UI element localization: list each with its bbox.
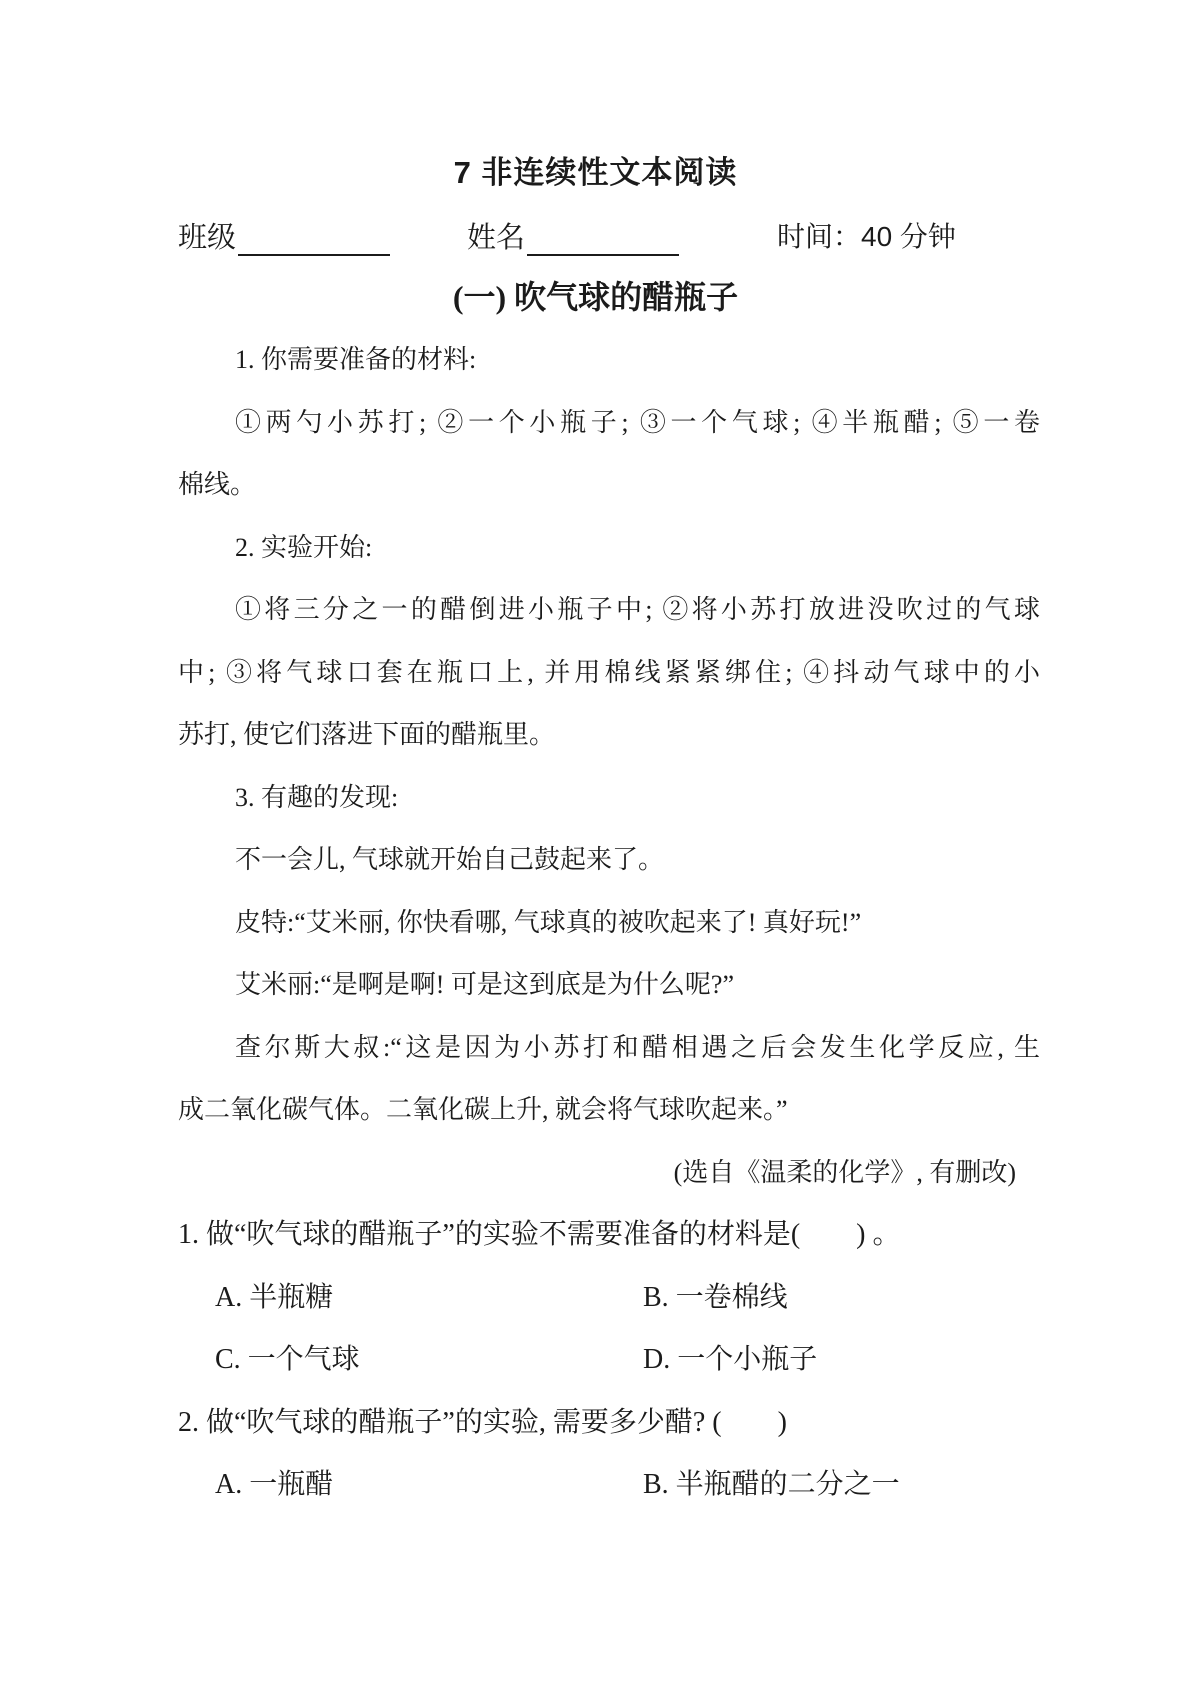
name-blank-line <box>527 216 679 256</box>
passage-line: ①两勺小苏打; ②一个小瓶子; ③一个气球; ④半瓶醋; ⑤一卷 <box>235 407 1040 437</box>
passage-line: 不一会儿, 气球就开始自己鼓起来了。 <box>235 845 665 874</box>
passage-line: 棉线。 <box>178 470 257 499</box>
passage-source: (选自《温柔的化学》, 有删改) <box>673 1157 1016 1187</box>
class-blank-line <box>238 216 390 256</box>
passage-line: 2. 实验开始: <box>235 532 373 562</box>
option-2-b: B. 半瓶醋的二分之一 <box>643 1469 900 1500</box>
name-label: 姓名 <box>467 222 526 254</box>
passage-line: ①将三分之一的醋倒进小瓶子中; ②将小苏打放进没吹过的气球 <box>235 595 1040 624</box>
time-label: 时间：40 分钟 <box>777 221 956 252</box>
time-field <box>777 214 956 256</box>
name-field <box>467 214 679 256</box>
option-1-c: C. 一个气球 <box>215 1344 360 1375</box>
passage-line: 中; ③将气球口套在瓶口上, 并用棉线紧紧绑住; ④抖动气球中的小 <box>178 657 1040 687</box>
question-1-options-row-2 <box>178 1329 1040 1392</box>
question-2-stem: 2. 做“吹气球的醋瓶子”的实验, 需要多少醋? ( ) <box>178 1406 787 1438</box>
passage-line: 苏打, 使它们落进下面的醋瓶里。 <box>178 720 556 749</box>
question-1-options-row-1 <box>178 1267 1040 1330</box>
option-1-a: A. 半瓶糖 <box>215 1281 334 1313</box>
passage-line: 查尔斯大叔:“这是因为小苏打和醋相遇之后会发生化学反应, 生 <box>235 1032 1040 1062</box>
passage-and-questions <box>178 329 1040 1517</box>
page-title: 7 非连续性文本阅读 <box>453 155 738 190</box>
passage-line: 3. 有趣的发现: <box>235 782 399 812</box>
class-label: 班级 <box>178 222 237 254</box>
option-2-a: A. 一瓶醋 <box>215 1469 334 1500</box>
question-2-options-row-1 <box>178 1454 1040 1517</box>
meta-row <box>0 214 1191 258</box>
passage-line: 艾米丽:“是啊是啊! 可是这到底是为什么呢?” <box>235 970 735 999</box>
class-field <box>178 214 390 256</box>
passage-line: 皮特:“艾米丽, 你快看哪, 气球真的被吹起来了! 真好玩!” <box>235 907 862 937</box>
section-heading: (一) 吹气球的醋瓶子 <box>452 279 739 315</box>
option-1-d: D. 一个小瓶子 <box>643 1344 818 1375</box>
passage-line: 成二氧化碳气体。二氧化碳上升, 就会将气球吹起来。” <box>178 1095 788 1124</box>
passage-line: 1. 你需要准备的材料: <box>235 345 477 374</box>
option-1-b: B. 一卷棉线 <box>643 1281 788 1313</box>
question-1-stem: 1. 做“吹气球的醋瓶子”的实验不需要准备的材料是( ) 。 <box>178 1219 901 1250</box>
